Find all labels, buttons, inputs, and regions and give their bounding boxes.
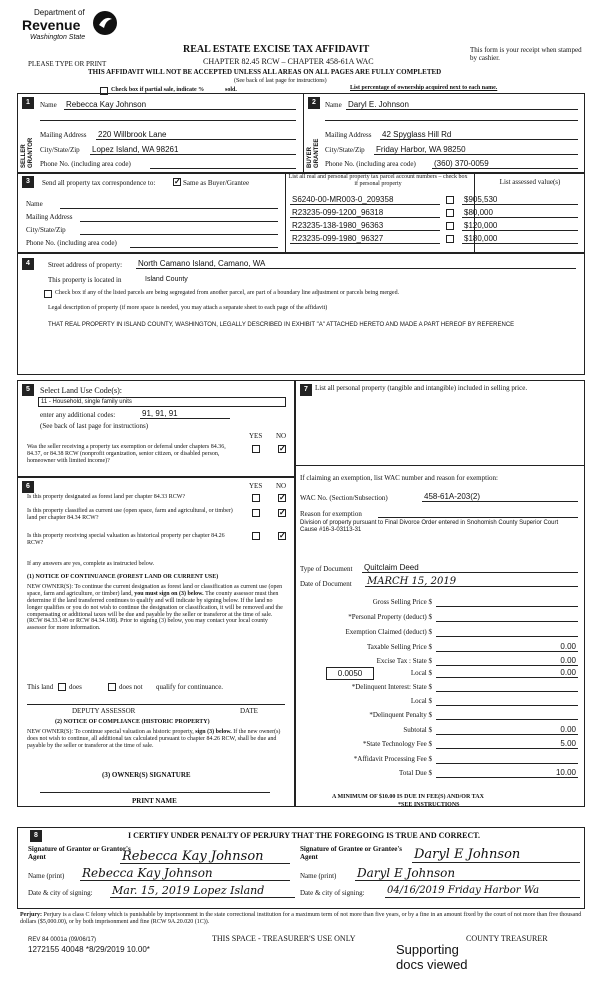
historic-no-checkbox[interactable]: ✓ [279, 531, 286, 540]
section-1-number: 1 [22, 97, 34, 109]
s3-mail-field[interactable] [80, 211, 278, 222]
receipt-note: This form is your receipt when stamped by cashier. [470, 46, 582, 63]
perjury-label: Perjury: [20, 912, 42, 918]
buyer-phone-label: Phone No. (including area code) [325, 160, 416, 168]
reason-field[interactable]: Division of property pursuant to Final Divorce Order entered in Snohomish County Superior Court Cause #16-3-03113-31 [300, 520, 559, 533]
print-name-label: PRINT NAME [132, 797, 177, 805]
fee-row-label: Taxable Selling Price $ [366, 643, 432, 651]
personal-property-checkbox[interactable] [446, 235, 454, 243]
fee-row-value[interactable]: 5.00 [436, 738, 578, 749]
does-label: does [69, 683, 82, 691]
s5-no-checkbox[interactable]: ✓ [279, 444, 286, 453]
personal-property-checkbox[interactable] [446, 222, 454, 230]
fee-row-value[interactable] [436, 596, 578, 607]
s5-exemption-question: Was the seller receiving a property tax exemption or deferral under chapters 84.36, 84.37, or 84.38 RCW (nonprofit organization, senior citizen, or disabled person, homeowner with limited income)? [27, 444, 226, 464]
segregated-checkbox[interactable] [44, 290, 52, 298]
fee-row-value[interactable] [436, 695, 578, 706]
section-6-number: 6 [22, 481, 34, 493]
doc-type-label: Type of Document [300, 565, 353, 573]
grantee-date-city[interactable]: 04/16/2019 Friday Harbor Wa [385, 883, 580, 898]
seller-mail-field[interactable]: 220 Willbrook Lane [96, 129, 296, 140]
notice-compliance-text [27, 729, 289, 750]
dept-of-label: Department of [34, 8, 85, 17]
s6-yes-header: YES [249, 482, 263, 490]
perjury-text: Perjury is a class C felony which is punishable by imprisonment in the state correctional institution for a maximum term of not more than five years, or by a fine in an amount fixed by the court of not more than five thousand dollars ($5,000.00), or by both imprisonment and fine (RCW 9A.20.020 (1C)). [20, 912, 582, 925]
section-2-number: 2 [308, 97, 320, 109]
additional-codes-field[interactable]: 91, 91, 91 [140, 408, 230, 419]
grantor-name-print[interactable]: Rebecca Kay Johnson [80, 866, 290, 881]
fee-row-value[interactable] [436, 681, 578, 692]
fee-row-value[interactable] [436, 753, 578, 764]
seller-name-field[interactable]: Rebecca Kay Johnson [64, 99, 296, 110]
fee-row-value[interactable] [436, 709, 578, 720]
buyer-name-field[interactable]: Daryl E. Johnson [346, 99, 578, 110]
notice-compliance-c: If the new owner(s) does not wish to continue, all additional tax calculated pursuant to chapter 84.26 RCW, shall be due and payable by the seller or transferor at the time of sale. [27, 729, 281, 749]
notice-compliance-b: sign (3) below. [195, 729, 232, 735]
buyer-phone-field[interactable]: (360) 370-0059 [432, 158, 578, 169]
assessor-date-label: DATE [240, 707, 258, 715]
fee-row-value[interactable] [436, 611, 578, 622]
seller-phone-field[interactable] [150, 158, 296, 169]
parcel-number-field[interactable]: R23235-099-1980_96327 [290, 233, 440, 244]
section-7-number: 7 [300, 384, 312, 396]
section-5-number: 5 [22, 384, 34, 396]
grantee-name-print-label: Name (print) [300, 872, 337, 880]
s5-see-back: (See back of last page for instructions) [40, 422, 149, 430]
forest-land-question: Is this property designated as forest land per chapter 84.33 RCW? [27, 494, 186, 500]
if-yes-instruction: If any answers are yes, complete as instructed below. [27, 561, 155, 567]
forest-no-checkbox[interactable]: ✓ [279, 493, 286, 502]
fee-row-label: Gross Selling Price $ [372, 598, 432, 606]
s3-phone-field[interactable] [130, 237, 278, 248]
treasurer-use-label: THIS SPACE - TREASURER'S USE ONLY [212, 934, 356, 943]
notice-continuance-a: NEW OWNER(S): To continue the current designation as forest land or classification as current use (open space, farm and agriculture, or timber) land, [27, 584, 283, 597]
doc-type-field[interactable]: Quitclaim Deed [362, 562, 578, 573]
grantor-signature-label: Signature of Grantor or Grantor's Agent [28, 845, 131, 862]
certify-statement: I CERTIFY UNDER PENALTY OF PERJURY THAT THE FOREGOING IS TRUE AND CORRECT. [128, 831, 481, 840]
grantee-date-label: Date & city of signing: [300, 889, 365, 897]
forest-yes-checkbox[interactable] [252, 494, 260, 502]
grantor-signature[interactable]: Rebecca Kay Johnson [120, 849, 290, 864]
fee-row-label: Local $ [410, 669, 432, 677]
grantor-name-print-label: Name (print) [28, 872, 65, 880]
perjury-warning [20, 912, 585, 926]
fee-row-label: Local $ [410, 697, 432, 705]
notice-continuance-b: you must sign on (3) below. [134, 590, 204, 597]
s3-name-label: Name [26, 200, 43, 208]
historic-question: Is this property receiving special valuation as historical property per chapter 84.26 RCW? [27, 533, 225, 546]
form-title: REAL ESTATE EXCISE TAX AFFIDAVIT [183, 44, 370, 55]
section-8-number: 8 [30, 830, 42, 842]
located-county: Island County [145, 276, 188, 283]
current-use-question: Is this property classified as current use (open space, farm and agricultural, or timber) land per chapter 84.34 RCW? [27, 508, 233, 521]
dor-emblem-icon [92, 10, 118, 36]
see-instructions-note: *SEE INSTRUCTIONS [398, 802, 460, 808]
this-land-label: This land [27, 683, 54, 691]
state-label: Washington State [30, 34, 86, 41]
wac-field[interactable]: 458-61A-203(2) [422, 491, 578, 502]
does-not-label: does not [119, 683, 143, 691]
dor-logo [22, 8, 122, 52]
fee-row-value[interactable] [436, 626, 578, 637]
personal-property-label: List all personal property (tangible and intangible) included in selling price. [315, 384, 528, 392]
sold-label: sold. [225, 87, 237, 93]
s3-city-label: City/State/Zip [26, 226, 66, 234]
assessed-value-field[interactable]: $905,530 [462, 194, 578, 205]
section-4-number: 4 [22, 258, 34, 270]
grantor-date-city[interactable]: Mar. 15, 2019 Lopez Island [110, 883, 295, 898]
fee-row-label: Exemption Claimed (deduct) $ [345, 628, 432, 636]
fee-row-value[interactable]: 0.00 [436, 667, 578, 678]
same-as-buyer-label: Same as Buyer/Grantee [183, 179, 250, 187]
fee-row-label: *Personal Property (deduct) $ [348, 613, 432, 621]
s5-yes-header: YES [249, 432, 263, 440]
notice-compliance-title: (2) NOTICE OF COMPLIANCE (HISTORIC PROPERTY) [55, 719, 210, 725]
current-use-yes-checkbox[interactable] [252, 509, 260, 517]
please-type: PLEASE TYPE OR PRINT [28, 60, 107, 68]
s3-name-field[interactable] [60, 198, 278, 209]
assessed-value-field[interactable]: $120,000 [462, 220, 578, 231]
grantee-name-print[interactable]: Daryl E Johnson [355, 866, 580, 881]
section-3-number: 3 [22, 176, 34, 188]
land-use-select[interactable]: 11 - Household, single family units [38, 397, 286, 407]
minimum-due-note: A MINIMUM OF $10.00 IS DUE IN FEE(S) AND/OR TAX [332, 794, 484, 800]
fee-row-label: *Affidavit Processing Fee $ [353, 755, 432, 763]
does-checkbox[interactable] [58, 683, 66, 691]
seller-name-label: Name [40, 101, 57, 109]
buyer-name-label: Name [325, 101, 342, 109]
dept-name: Revenue [22, 17, 81, 33]
grantee-signature[interactable]: Daryl E Johnson [412, 846, 580, 863]
fee-row-value[interactable]: 10.00 [436, 767, 578, 778]
s6-no-header: NO [276, 482, 287, 490]
seller-side-label: SELLER GRANTOR [21, 137, 34, 168]
fee-row-label: *Delinquent Interest: State $ [351, 683, 432, 691]
notice-continuance-c: The county assessor must then determine if the land transferred continues to qualify and will indicate by signing below. If the land no longer qualifies or you do not wish to continue the designation or classification, it will be removed and the compensating or additional taxes will be due and payable by the seller or transferor at the time of sale. (RCW 84.33.140 or RCW 84.34.108). Prior to signing (3) below, you may contact your local county assessor for more information. [27, 590, 283, 632]
s3-mail-label: Mailing Address [26, 213, 73, 221]
reason-label: Reason for exemption [300, 510, 362, 518]
claiming-exemption-label: If claiming an exemption, list WAC number and reason for exemption: [300, 474, 498, 482]
notice-compliance-a: NEW OWNER(S): To continue special valuation as historic property, [27, 729, 194, 735]
personal-property-checkbox[interactable] [446, 209, 454, 217]
segregated-label: Check box if any of the listed parcels are being segregated from another parcel, are part of a boundary line adjustment or parcels being merged. [55, 290, 400, 296]
notice-continuance-title: (1) NOTICE OF CONTINUANCE (FOREST LAND OR CURRENT USE) [27, 574, 219, 580]
s3-city-field[interactable] [80, 224, 278, 235]
street-field[interactable]: North Camano Island, Camano, WA [136, 258, 576, 269]
buyer-city-field[interactable]: Friday Harbor, WA 98250 [374, 144, 578, 155]
doc-date-label: Date of Document [300, 580, 352, 588]
grantor-date-label: Date & city of signing: [28, 889, 93, 897]
form-chapter: CHAPTER 82.45 RCW – CHAPTER 458-61A WAC [203, 57, 374, 66]
list-percent-label: List percentage of ownership acquired next to each name. [350, 85, 498, 91]
section-6-box [17, 477, 295, 807]
buyer-mail-field[interactable]: 42 Spyglass Hill Rd [380, 129, 578, 140]
legal-description: THAT REAL PROPERTY IN ISLAND COUNTY, WASHINGTON, LEGALLY DESCRIBED IN EXHIBIT "A" ATTACHED HERETO AND MADE A PART HEREOF BY REFERENCE [48, 322, 515, 328]
county-treasurer-label: COUNTY TREASURER [466, 934, 548, 943]
fee-row-value[interactable]: 0.00 [436, 655, 578, 666]
land-use-label: Select Land Use Code(s): [40, 386, 122, 395]
seller-city-field[interactable]: Lopez Island, WA 98261 [90, 144, 296, 155]
additional-codes-label: enter any additional codes: [40, 411, 116, 419]
fee-row-label: Total Due $ [399, 769, 432, 777]
rev-number: REV 84 0001a (09/06/17) [28, 937, 97, 943]
street-label: Street address of property: [48, 261, 123, 269]
s3-phone-label: Phone No. (including area code) [26, 239, 117, 247]
buyer-city-label: City/State/Zip [325, 146, 365, 154]
doc-date-field[interactable]: MARCH 15, 2019 [365, 576, 578, 587]
s5-no-header: NO [276, 432, 287, 440]
parcel-number-field[interactable]: R23235-099-1200_96318 [290, 207, 440, 218]
personal-property-checkbox[interactable] [446, 196, 454, 204]
buyer-side-label: BUYER GRANTEE [307, 138, 320, 168]
send-correspondence-label: Send all property tax correspondence to: [42, 179, 156, 187]
parcel-header: List all real and personal property tax parcel account numbers – check box if personal property [288, 174, 468, 187]
owner-signature-label: (3) OWNER(S) SIGNATURE [102, 771, 191, 779]
seller-city-label: City/State/Zip [40, 146, 80, 154]
current-use-no-checkbox[interactable]: ✓ [279, 508, 286, 517]
supporting-docs-note: Supporting docs viewed [396, 942, 468, 972]
assessed-header: List assessed value(s) [499, 178, 561, 186]
see-back-note: (See back of last page for instructions) [234, 78, 327, 84]
buyer-mail-label: Mailing Address [325, 131, 372, 139]
deputy-assessor-label: DEPUTY ASSESSOR [72, 707, 136, 715]
grantee-signature-label: Signature of Grantee or Grantee's Agent [300, 845, 403, 862]
fee-row-value[interactable]: 0.00 [436, 641, 578, 652]
qualify-label: qualify for continuance. [156, 683, 224, 691]
located-label: This property is located in [48, 276, 122, 284]
form-notice: THIS AFFIDAVIT WILL NOT BE ACCEPTED UNLESS ALL AREAS ON ALL PAGES ARE FULLY COMPLETED [88, 68, 442, 76]
notice-continuance-text [27, 584, 289, 632]
same-as-buyer-checkbox[interactable]: ✓ [174, 177, 181, 186]
seller-mail-label: Mailing Address [40, 131, 87, 139]
fee-row-label: Subtotal $ [403, 726, 432, 734]
seller-phone-label: Phone No. (including area code) [40, 160, 131, 168]
partial-sale-label: Check box if partial sale, indicate % [111, 87, 205, 93]
wac-label: WAC No. (Section/Subsection) [300, 494, 388, 502]
s5-yes-checkbox[interactable] [252, 445, 260, 453]
fee-row-value[interactable]: 0.00 [436, 724, 578, 735]
parcel-number-field[interactable]: R23235-138-1980_96363 [290, 220, 440, 231]
does-not-checkbox[interactable] [108, 683, 116, 691]
section-4-box [17, 253, 585, 375]
local-rate-box: 0.0050 [326, 667, 374, 680]
assessed-value-field[interactable]: $180,000 [462, 233, 578, 244]
legal-label: Legal description of property (if more space is needed, you may attach a separate sheet to each page of the affidavit) [48, 305, 328, 311]
assessed-value-field[interactable]: $80,000 [462, 207, 578, 218]
fee-row-label: Excise Tax : State $ [376, 657, 432, 665]
fee-row-label: *State Technology Fee $ [362, 740, 432, 748]
treasurer-stamp: 1272155 40048 *8/29/2019 10.00* [28, 945, 150, 954]
fee-row-label: *Delinquent Penalty $ [369, 711, 432, 719]
historic-yes-checkbox[interactable] [252, 532, 260, 540]
parcel-number-field[interactable]: S6240-00-MR003-0_209358 [290, 194, 440, 205]
